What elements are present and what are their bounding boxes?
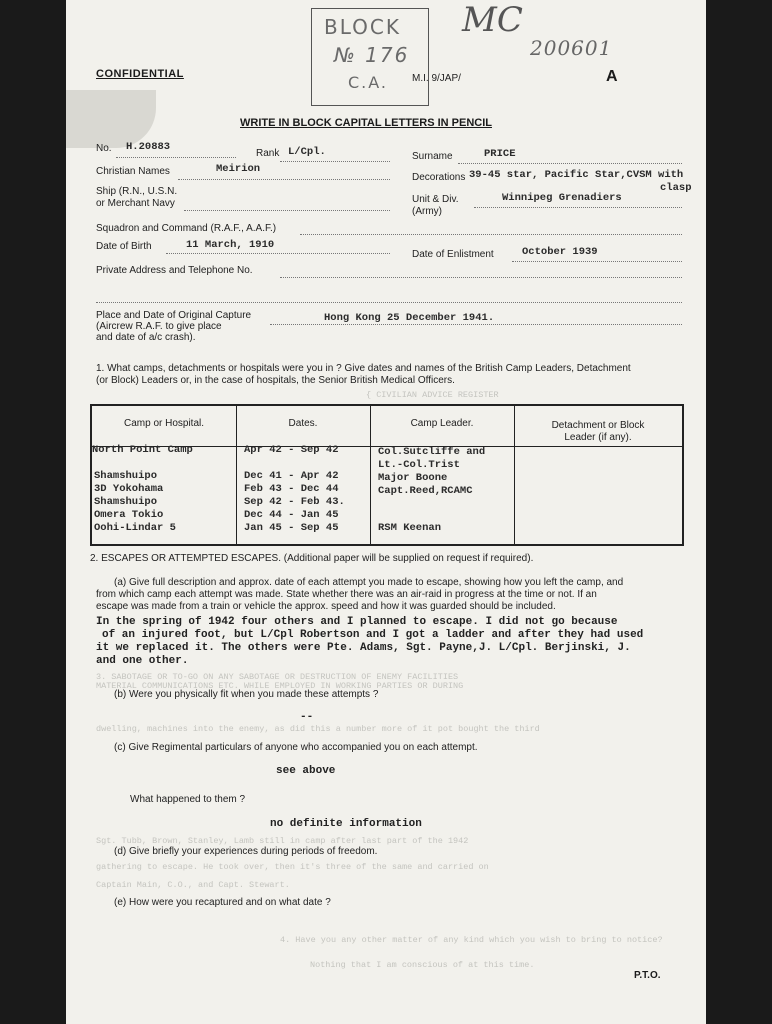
dates-cell: Dec 44 - Jan 45: [244, 509, 339, 521]
leader-cell: Capt.Reed,RCAMC: [378, 485, 473, 497]
rank-label: Rank: [256, 148, 280, 159]
capture-label-line-3: and date of a/c crash).: [96, 332, 196, 343]
handwritten-initials: MC: [462, 0, 523, 40]
question-1-line-1: 1. What camps, detachments or hospitals were you in ? Give dates and names of the British Camp Leaders, Detachment: [96, 363, 631, 374]
document-page: BLOCK № 176 C.A. MC 200601 CONFIDENTIAL M.I. 9/JAP/ A WRITE IN BLOCK CAPITAL LETTERS IN PENCIL No. H.20883 Rank L/Cpl. Surname PRICE Christian Names Meirion Decorations 39-45 star, Pacific Star,CVSM with clasp Ship (R.N., U.S.N. or Merchant Navy Unit & Div. (Army) Winnipeg Grenadiers Squadron and Command (R.A.F., A.A.F.) Date of Birth 11 March, 1910 Date of Enlistment October 1939 Private Address and Telephone No. Place and Date of Original Capture (Aircrew R.A.F. to give place and date of a/c crash). Hong Kong 25 December 1941. 1. What camps, detachments or hospitals were you in ? Give dates and names of the British Camp Leaders, Detachment (or Block) Leaders or, in the case of hospitals, the Senior British Medical Officers. { CIVILIAN ADVICE REGISTER Camp or Hospital. Dates. Camp Leader. Detachment or Block Leader (if any). North Point Camp Shamshuipo 3D Yokohama Shamshuipo Omera Tokio Oohi-Lindar 5 Apr 42 - Sep 42 Dec 41 - Apr 42 Feb 43 - Dec 44 Sep 42 - Feb 43. Dec 44 - Jan 45 Jan 45 - Sep 45 Col.Sutcliffe and Lt.-Col.Trist Major Boone Capt.Reed,RCAMC RSM Keenan 2. ESCAPES OR ATTEMPTED ESCAPES. (Additional paper will be supplied on request if required). (a) Give full description and approx. date of each attempt you made to escape, showing how you left the camp, and from which camp each attempt was made. State whether there was an air-raid in progress at the time or not. If an escape was made from a train or vehicle the approx. speed and how it was guarded should be included. In the spring of 1942 four others and I planned to escape. I did not go because of an injured foot, but L/Cpl Robertson and I got a ladder and after they had used it we replaced it. The others were Pte. Adams, Sgt. Payne,J. L/Cpl. Berjinski, J. and one other. 3. SABOTAGE OR TO-GO ON ANY SABOTAGE OR DESTRUCTION OF ENEMY FACILITIES MATERIAL COMMUNICATIONS ETC. WHILE EMPLOYED IN WORKING PARTIES OR DURING (b) Were you physically fit when you made these attempts ? -- dwelling, machines into the enemy, as did this a number more of it pot bought the third (c) Give Regimental particulars of anyone who accompanied you on each attempt. see above What happened to them ? no definite information Sgt. Tubb, Brown, Stanley, Lamb still in camp after last part of the 1942 gathering to escape. He took over, then it's three of the same and carried on (d) Give briefly your experiences during periods of freedom. Captain Main, C.O., and Capt. Stewart. (e) How were you recaptured and on what date ? 4. Have you any other matter of any kind which you wish to bring to notice? Nothing that I am conscious of at this time. P.T.O.: [66, 0, 706, 1024]
torn-corner: [66, 90, 156, 148]
stamp-line-2: № 176: [334, 43, 410, 67]
question-2a-line-3: escape was made from a train or vehicle the approx. speed and how it was guarded should be included.: [96, 601, 556, 612]
block-stamp: [311, 8, 429, 106]
dates-cell: Feb 43 - Dec 44: [244, 483, 339, 495]
date-of-enlistment-label: Date of Enlistment: [412, 249, 494, 260]
camp-cell: North Point Camp: [92, 444, 193, 456]
question-2d: (d) Give briefly your experiences during periods of freedom.: [114, 846, 378, 857]
squadron-label: Squadron and Command (R.A.F., A.A.F.): [96, 223, 277, 234]
header-detachment-line-2: Leader (if any).: [564, 432, 632, 443]
reference-number: M.I. 9/JAP/: [412, 73, 461, 84]
question-2a-line-1: (a) Give full description and approx. date of each attempt you made to escape, showing how you left the camp, and: [114, 577, 624, 588]
header-dates: Dates.: [288, 418, 318, 429]
escape-answer-line-3: it we replaced it. The others were Pte. Adams, Sgt. Payne,J. L/Cpl. Berjinski, J.: [96, 642, 631, 654]
camp-cell: 3D Yokohama: [94, 483, 164, 495]
capture-value: Hong Kong 25 December 1941.: [324, 312, 495, 324]
date-of-birth-label: Date of Birth: [96, 241, 152, 252]
form-letter: A: [606, 68, 618, 85]
private-address-label: Private Address and Telephone No.: [96, 265, 253, 276]
camps-table: [90, 404, 684, 546]
dates-cell: Apr 42 - Sep 42: [244, 444, 339, 456]
dates-cell: Jan 45 - Sep 45: [244, 522, 339, 534]
capture-label-line-1: Place and Date of Original Capture: [96, 310, 252, 321]
camp-cell: Shamshuipo: [94, 470, 158, 482]
question-2b-answer: --: [300, 711, 314, 723]
confidential-label: CONFIDENTIAL: [96, 68, 184, 80]
question-2c-answer: see above: [276, 765, 336, 777]
leader-cell: Major Boone: [378, 472, 448, 484]
escape-answer-line-2: of an injured foot, but L/Cpl Robertson and I got a ladder and after they had used: [102, 629, 644, 641]
unit-label-line-1: Unit & Div.: [412, 194, 459, 205]
leader-cell: Col.Sutcliffe and: [378, 446, 486, 458]
what-happened-answer: no definite information: [270, 818, 422, 830]
header-detachment-line-1: Detachment or Block: [551, 420, 645, 431]
stamp-line-3: C.A.: [348, 73, 389, 92]
rank-value: L/Cpl.: [288, 146, 326, 158]
leader-cell: RSM Keenan: [378, 522, 442, 534]
escape-answer-line-1: In the spring of 1942 four others and I planned to escape. I did not go because: [96, 616, 618, 628]
decorations-label: Decorations: [412, 172, 466, 183]
question-2-heading: 2. ESCAPES OR ATTEMPTED ESCAPES. (Additional paper will be supplied on request if required).: [90, 553, 534, 564]
question-2a-line-2: from which camp each attempt was made. State whether there was an air-raid in progress at the time or not. If an: [96, 589, 597, 600]
question-1-line-2: (or Block) Leaders or, in the case of hospitals, the Senior British Medical Officers.: [96, 375, 455, 386]
ship-label-line-2: or Merchant Navy: [96, 198, 175, 209]
header-camp-leader: Camp Leader.: [410, 418, 474, 429]
unit-value: Winnipeg Grenadiers: [502, 192, 622, 204]
decorations-value: 39-45 star, Pacific Star,CVSM with: [469, 169, 684, 181]
surname-label: Surname: [412, 151, 453, 162]
date-of-birth-value: 11 March, 1910: [186, 239, 275, 251]
camp-cell: Shamshuipo: [94, 496, 158, 508]
christian-names-label: Christian Names: [96, 166, 170, 177]
dates-cell: Dec 41 - Apr 42: [244, 470, 339, 482]
header-camp: Camp or Hospital.: [123, 418, 205, 429]
what-happened-label: What happened to them ?: [130, 794, 246, 805]
leader-cell: Lt.-Col.Trist: [378, 459, 460, 471]
camp-cell: Omera Tokio: [94, 509, 164, 521]
question-2c: (c) Give Regimental particulars of anyone who accompanied you on each attempt.: [114, 742, 478, 753]
instruction-heading: WRITE IN BLOCK CAPITAL LETTERS IN PENCIL: [240, 117, 492, 129]
camp-cell: Oohi-Lindar 5: [94, 522, 176, 534]
service-number-value: H.20883: [126, 141, 171, 153]
escape-answer-line-4: and one other.: [96, 655, 189, 667]
unit-label-line-2: (Army): [412, 206, 442, 217]
surname-value: PRICE: [484, 148, 516, 160]
handwritten-number: 200601: [530, 36, 613, 60]
ship-label-line-1: Ship (R.N., U.S.N.: [96, 186, 178, 197]
date-of-enlistment-value: October 1939: [522, 246, 598, 258]
service-number-label: No.: [96, 143, 112, 154]
christian-names-value: Meirion: [216, 163, 261, 175]
stamp-line-1: BLOCK: [324, 15, 401, 39]
pto-label: P.T.O.: [634, 970, 661, 981]
dates-cell: Sep 42 - Feb 43.: [244, 496, 345, 508]
capture-label-line-2: (Aircrew R.A.F. to give place: [96, 321, 222, 332]
question-2e: (e) How were you recaptured and on what date ?: [114, 897, 331, 908]
question-2b: (b) Were you physically fit when you made these attempts ?: [114, 689, 379, 700]
decorations-value-continued: clasp: [660, 182, 692, 194]
